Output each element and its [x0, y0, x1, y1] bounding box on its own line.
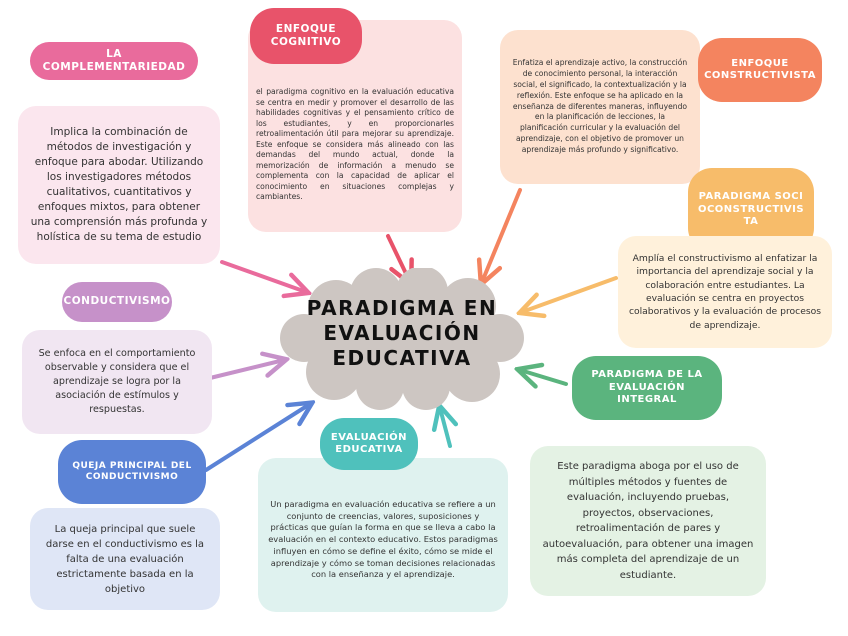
text-conductivismo: Se enfoca en el comportamiento observable y considera que el aprendizaje se logra por la asociación de estímulos y respuestas.: [22, 330, 212, 434]
text-integral: Este paradigma aboga por el uso de múltiples métodos y fuentes de evaluación, incluyendo pruebas, proyectos, observaciones, retroalimentación de pares y autoevaluación, para obtener una imagen más completa del aprendizaje de un estudiante.: [530, 446, 766, 596]
center-title: PARADIGMA EN EVALUACIÓN EDUCATIVA: [306, 296, 498, 370]
label-conductivismo: CONDUCTIVISMO: [62, 282, 172, 322]
label-queja: QUEJA PRINCIPAL DEL CONDUCTIVISMO: [58, 440, 206, 504]
label-complementariedad: LA COMPLEMENTARIEDAD: [30, 42, 198, 80]
label-cognitivo: ENFOQUE COGNITIVO: [250, 8, 362, 64]
text-cognitivo: el paradigma cognitivo en la evaluación educativa se centra en medir y promover el desarrollo de las habilidades cognitivas y el pensamiento crítico de los estudiantes, y en proporcionarles retroalimentación útil para mejorar su aprendizaje. Este enfoque se considera más alineado con las demandas del mundo actual, donde la memorización de información a menudo se complementa con la capacidad de aplicar el conocimiento en situaciones complejas y cambiantes.: [248, 20, 462, 232]
text-constructivista: Enfatiza el aprendizaje activo, la construcción de conocimiento personal, la interacción social, el significado, la contextualización y la reflexión. Este enfoque se ha aplicado en la enseñanza de diferentes maneras, influyendo en la planificación de lecciones, la planificación curricular y la evaluación del aprendizaje, con el objetivo de promover un aprendizaje más profundo y significativo.: [500, 30, 700, 184]
text-complementariedad: Implica la combinación de métodos de investigación y enfoque para abodar. Utilizando los investigadores métodos cualitativos, cuantitativos y enfoques mixtos, para obtener una comprensión más profunda y holística de su tema de estudio: [18, 106, 220, 264]
arrow-to-educativa: [440, 408, 450, 446]
arrow-to-socioconstructivista: [522, 278, 616, 312]
arrow-to-conductivismo: [210, 360, 284, 378]
text-socioconstructivista: Amplía el constructivismo al enfatizar la importancia del aprendizaje social y la colaboración entre estudiantes. La evaluación se centra en proyectos colaborativos y la evaluación de procesos de aprendizaje.: [618, 236, 832, 348]
text-educativa: Un paradigma en evaluación educativa se refiere a un conjunto de creencias, valores, suposiciones y prácticas que guían la forma en que se lleva a cabo la evaluación en el contexto educativo. Estos paradigmas influyen en cómo se define el éxito, cómo se mide el aprendizaje y cómo se toman decisiones relacionadas con la enseñanza y el aprendizaje.: [258, 458, 508, 612]
label-educativa: EVALUACIÓN EDUCATIVA: [320, 418, 418, 470]
label-socioconstructivista: PARADIGMA SOCIOCONSTRUCTIVISTA: [688, 168, 814, 252]
label-integral: PARADIGMA DE LA EVALUACIÓN INTEGRAL: [572, 356, 722, 420]
label-constructivista: ENFOQUE CONSTRUCTIVISTA: [698, 38, 822, 102]
text-queja: La queja principal que suele darse en el conductivismo es la falta de una evaluación estrictamente basada en la objetivo: [30, 508, 220, 610]
